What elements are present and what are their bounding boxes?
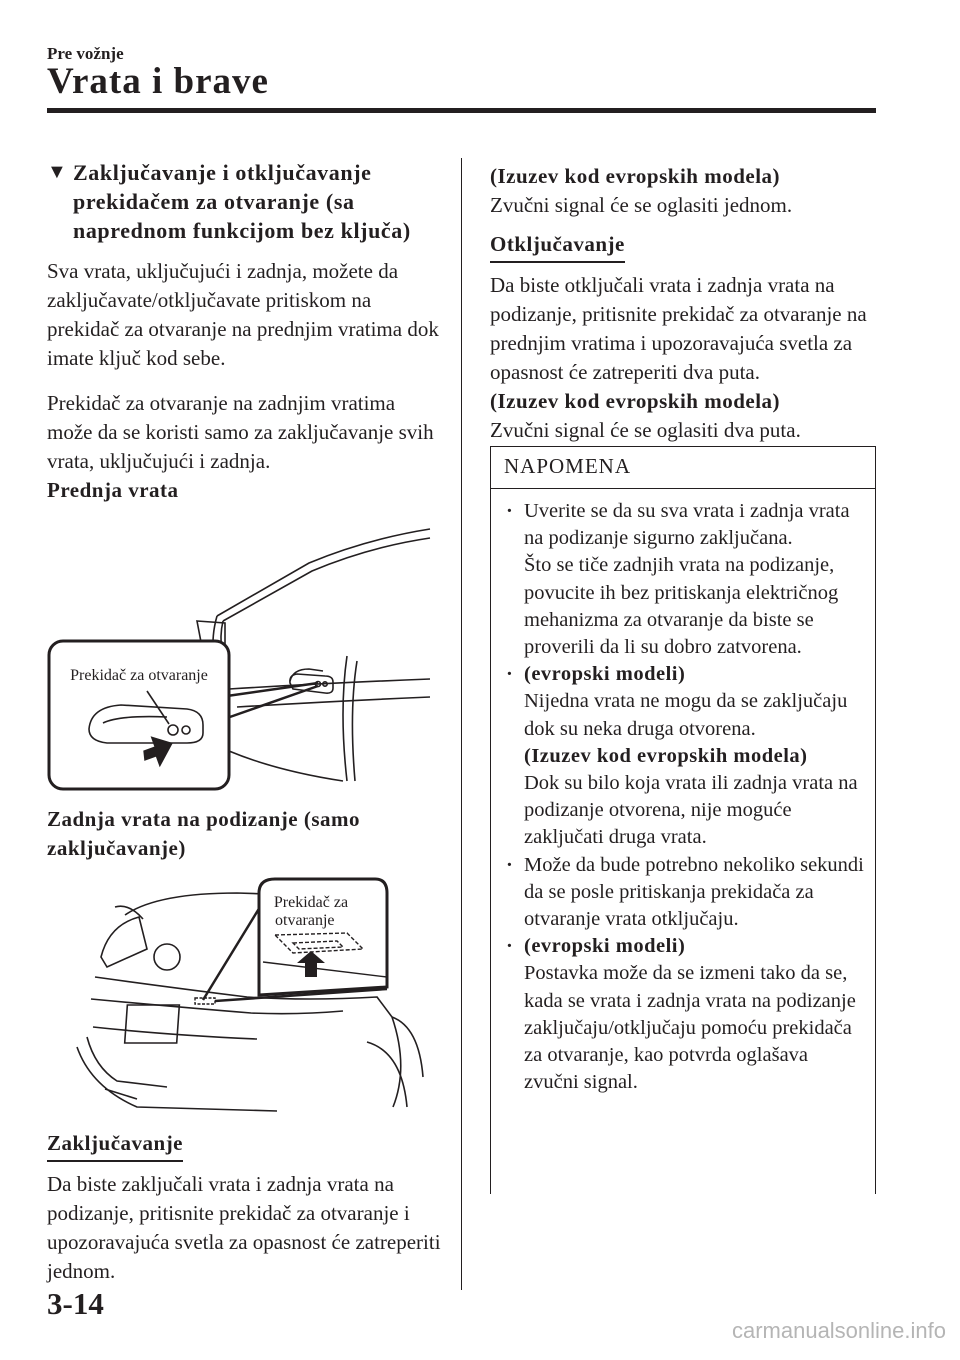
except-eu-heading: (Izuzev kod evropskih modela) — [490, 164, 781, 188]
front-door-figure — [47, 511, 443, 801]
section-heading — [47, 158, 443, 245]
except-eu-heading-2: (Izuzev kod evropskih modela) — [490, 389, 781, 413]
note-item3: Može da bude potrebno nekoliko sekundi da se posle pritiskanja prekidača za otvaranje vrata otključaju. — [524, 853, 864, 931]
fig2-callout-line2: otvaranje — [275, 912, 335, 929]
breadcrumb: Pre vožnje — [47, 44, 124, 63]
note-title: NAPOMENA — [504, 454, 632, 478]
list-item — [504, 661, 864, 851]
intro-paragraph: Sva vrata, uključujući i zadnja, možete da zaključavate/otključavate pritiskom na prekidač za otvaranje na prednjim vratima dok imate ključ kod sebe. — [47, 259, 439, 370]
license-plate — [125, 1005, 180, 1043]
bullet-icon: · — [506, 935, 513, 958]
list-item — [504, 852, 864, 934]
locking-heading: Zaključavanje — [47, 1129, 183, 1162]
fig1-callout: Prekidač za otvaranje — [70, 667, 208, 684]
page-number: 3-14 — [47, 1286, 104, 1321]
note-item4-text: Postavka može da se izmeni tako da se, kada se vrata i zadnja vrata na podizanje zaključaju/otključaju pomoću prekidača za otvaranje, kao potvrda oglašava zvučni signal. — [524, 962, 856, 1094]
note-item2-b: Dok su bilo koja vrata ili zadnja vrata na podizanje otvorena, nije moguće zaključati druga vrata. — [524, 772, 858, 849]
note-item4-head: (evropski modeli) — [524, 935, 686, 958]
front-door-label: Prednja vrata — [47, 478, 179, 502]
list-item — [504, 933, 864, 1096]
note-item2-head: (evropski modeli) — [524, 663, 686, 686]
bullet-icon: · — [506, 853, 513, 876]
right-column — [490, 162, 876, 445]
unlocking-heading: Otključavanje — [490, 230, 625, 263]
tail-light — [101, 917, 147, 967]
rear-door-label: Zadnja vrata na podizanje (samo zaključavanje) — [47, 807, 361, 860]
column-divider — [461, 158, 462, 1290]
rear-door-figure — [47, 867, 443, 1117]
bullet-icon: · — [506, 500, 513, 522]
left-column — [47, 158, 443, 1286]
note-item1-a: Uverite se da su sva vrata i zadnja vrata na podizanje sigurno zaključana. — [524, 500, 850, 550]
triangle-icon: ▼ — [47, 161, 68, 183]
note-item2-a: Nijedna vrata ne mogu da se zaključaju dok su neka druga otvorena. — [524, 690, 848, 740]
beep-once-text: Zvučni signal će se oglasiti jednom. — [490, 193, 793, 217]
rear-emblem — [154, 944, 180, 970]
watermark: carmanualsonline.info — [731, 1318, 946, 1343]
window-frame-line — [217, 529, 430, 616]
note-list — [504, 498, 864, 1096]
unlocking-paragraph: Da biste otključali vrata i zadnja vrata na podizanje, pritisnite prekidač za otvaranje na prednjim vratima i upozoravajuća svetla za opasnost će zatreperiti dva puta. — [490, 273, 867, 384]
locking-paragraph: Da biste zaključali vrata i zadnja vrata na podizanje, pritisnite prekidač za otvaranje i upozoravajuća svetla za opasnost će zatreperiti jednom. — [47, 1172, 441, 1283]
bullet-icon: · — [506, 663, 513, 686]
title-rule — [47, 108, 876, 113]
page-title: Vrata i brave — [47, 61, 269, 102]
rear-switch-paragraph: Prekidač za otvaranje na zadnjim vratima može da se koristi samo za zaključavanje svih vrata, uključujući i zadnja. — [47, 391, 434, 473]
section-heading-text: Zaključavanje i otključavanje prekidačem za otvaranje (sa naprednom funkcijom bez ključa) — [73, 160, 411, 243]
list-item — [504, 498, 864, 661]
note-box — [490, 446, 876, 1194]
note-item2-except: (Izuzev kod evropskih modela) — [524, 744, 808, 767]
note-item1-b: Što se tiče zadnjih vrata na podizanje, povucite ih bez pritiskanja električnog mehanizma za otvaranje da biste se proverili da li su dobro zatvorena. — [524, 554, 839, 659]
beep-twice-text: Zvučni signal će se oglasiti dva puta. — [490, 418, 801, 442]
fig2-callout-line1: Prekidač za — [273, 894, 349, 911]
